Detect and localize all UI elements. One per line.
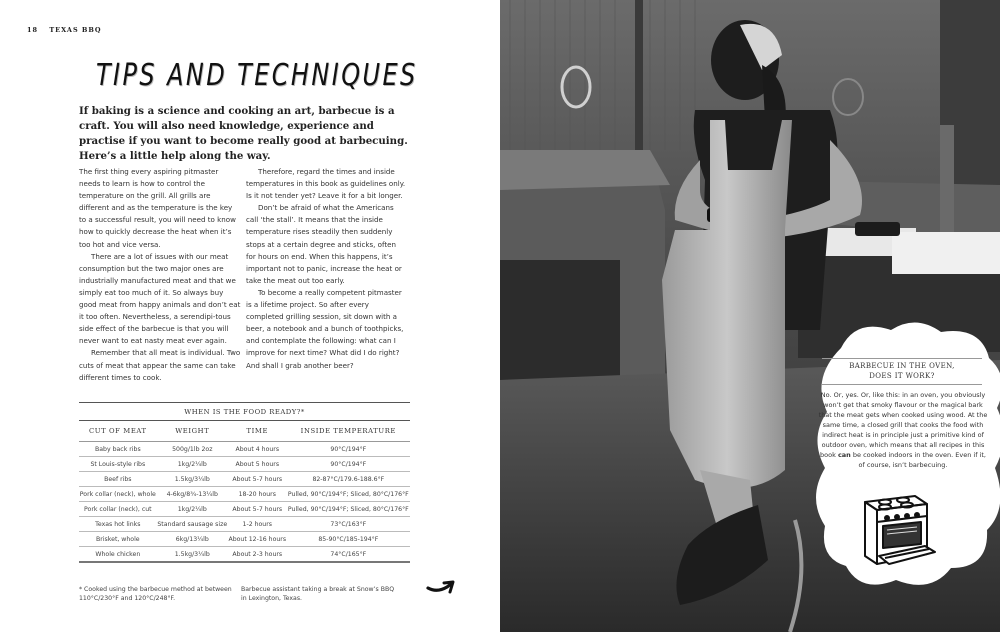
cell-weight: 1.5kg/3¼lb <box>157 472 228 487</box>
cell-weight: Standard sausage size <box>157 517 228 532</box>
table-row <box>79 472 410 487</box>
cell-cut: Brisket, whole <box>79 532 157 547</box>
paragraph: Therefore, regard the times and inside temperatures in this book as guidelines only. Is it not tender yet? Leave it for a bit longer. <box>246 167 406 201</box>
sidebar-title-line: DOES IT WORK? <box>869 372 935 380</box>
cell-temperature: 74°C/165°F <box>287 547 410 563</box>
paragraph: There are a lot of issues with our meat consumption but the two major ones are industrially manufactured meat and that we simply eat too much of it. So always buy good meat from happy animals and don’t eat it too often. Nevertheless, a serendipi-tous side effect of the barbecue is that you will never want to eat nasty meat ever again. <box>79 251 241 346</box>
cell-weight: 500g/1lb 2oz <box>157 442 228 457</box>
column-header: WEIGHT <box>157 421 228 442</box>
photo-caption: Barbecue assistant taking a break at Snow’s BBQ in Lexington, Texas. <box>241 586 395 602</box>
cell-time: 1-2 hours <box>228 517 287 532</box>
cell-temperature: 82-87°C/179.6-188.6°F <box>287 472 410 487</box>
sidebar-text-emphasis: can <box>837 451 851 459</box>
table-row <box>79 457 410 472</box>
column-header: CUT OF MEAT <box>79 421 157 442</box>
sidebar-title <box>822 358 982 385</box>
sidebar-text-part: No. Or, yes. Or, like this: in an oven, you obviously won’t get that smoky flavour or the magical bark that the meat gets when cooked using wood. At the same time, a closed grill that cooks the food with indirect heat is in principle just a primitive kind of outdoor oven, which means that all recipes in this book <box>818 391 988 459</box>
table-row <box>79 442 410 457</box>
table-row <box>79 517 410 532</box>
paragraph: The first thing every aspiring pitmaster needs to learn is how to control the temperature on the grill. All grills are different and as the temperature is the key to a successful result, you will need to know how to quickly decrease the heat when it’s too hot and vice versa. <box>79 167 236 249</box>
cell-temperature: 90°C/194°F <box>287 442 410 457</box>
cell-weight: 6kg/13¼lb <box>157 532 228 547</box>
cell-cut: Baby back ribs <box>79 442 157 457</box>
oven-icon <box>855 494 937 570</box>
paragraph: Remember that all meat is individual. Two cuts of meat that appear the same can take different times to cook. <box>79 348 241 382</box>
cell-time: About 5-7 hours <box>228 502 287 517</box>
cell-temperature: 85-90°C/185-194°F <box>287 532 410 547</box>
body-column-1 <box>79 166 241 384</box>
cell-weight: 1kg/2¼lb <box>157 457 228 472</box>
page-title: TIPS AND TECHNIQUES <box>96 58 418 93</box>
column-header: TIME <box>228 421 287 442</box>
cell-cut: Pork collar (neck), cut <box>79 502 157 517</box>
sidebar-title-line: BARBECUE IN THE OVEN, <box>849 362 955 370</box>
curved-arrow-icon <box>425 578 457 596</box>
page-number: 18 <box>27 26 39 34</box>
running-head <box>27 26 102 34</box>
column-header: INSIDE TEMPERATURE <box>287 421 410 442</box>
cell-time: 18-20 hours <box>228 487 287 502</box>
cooking-times-table <box>79 402 410 563</box>
cell-time: About 4 hours <box>228 442 287 457</box>
table-row <box>79 502 410 517</box>
table-caption: WHEN IS THE FOOD READY?* <box>79 402 410 421</box>
intro-paragraph: If baking is a science and cooking an art, barbecue is a craft. You will also need knowledge, experience and practise if you want to become really good at barbecuing. Here’s a little help along the way. <box>79 105 408 162</box>
sidebar-text <box>818 390 988 470</box>
body-column-2 <box>246 166 408 372</box>
cell-temperature: Pulled, 90°C/194°F; Sliced, 80°C/176°F <box>287 487 410 502</box>
cell-weight: 4-6kg/8¾-13¼lb <box>157 487 228 502</box>
book-title: TEXAS BBQ <box>49 26 102 34</box>
cell-time: About 5 hours <box>228 457 287 472</box>
cell-cut: St Louis-style ribs <box>79 457 157 472</box>
cell-cut: Whole chicken <box>79 547 157 563</box>
paragraph: Don’t be afraid of what the Americans call ‘the stall’. It means that the inside temperature rises steadily then suddenly stops at a certain degree and sticks, often for hours on end. When this happens, it’s important not to panic, increase the heat or take the meat out too early. <box>246 203 402 285</box>
sidebar-text-part: be cooked indoors in the oven. Even if it, of course, isn’t barbecuing. <box>850 451 986 469</box>
cell-weight: 1.5kg/3¼lb <box>157 547 228 563</box>
table-row <box>79 487 410 502</box>
table-row <box>79 532 410 547</box>
cell-weight: 1kg/2¼lb <box>157 502 228 517</box>
cell-time: About 12-16 hours <box>228 532 287 547</box>
cell-time: About 5-7 hours <box>228 472 287 487</box>
cell-temperature: 73°C/163°F <box>287 517 410 532</box>
paragraph: To become a really competent pitmaster is a lifetime project. So after every completed grilling session, sit down with a beer, a notebook and a bunch of toothpicks, and contemplate the following: what can I improve for next time? What did I do right? And shall I grab another beer? <box>246 287 404 370</box>
table-row <box>79 547 410 563</box>
cell-cut: Beef ribs <box>79 472 157 487</box>
cell-cut: Texas hot links <box>79 517 157 532</box>
table-footnote: * Cooked using the barbecue method at between 110°C/230°F and 120°C/248°F. <box>79 586 232 602</box>
cell-temperature: Pulled, 90°C/194°F; Sliced, 80°C/176°F <box>287 502 410 517</box>
cell-time: About 2-3 hours <box>228 547 287 563</box>
cell-temperature: 90°C/194°F <box>287 457 410 472</box>
cell-cut: Pork collar (neck), whole <box>79 487 157 502</box>
